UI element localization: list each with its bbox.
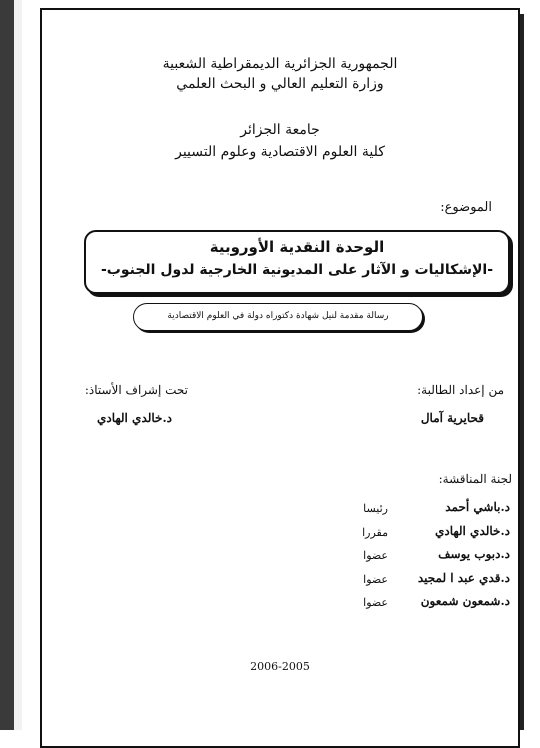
academic-year: 2006-2005 [250,660,310,673]
committee-member-name: د.قدي عبد ا لمجيد [417,571,510,585]
committee-member-name: د.باشي أحمد [445,500,510,514]
page-border-shadow [520,14,524,730]
republic-name: الجمهورية الجزائرية الديمقراطية الشعبية [162,56,398,72]
thesis-note: رسالة مقدمة لنيل شهادة دكتوراه دولة في العلوم الاقتصادية [167,311,389,321]
supervisor-name: د.خالدي الهادي [96,411,172,425]
committee-member-role: عضوا [363,549,388,562]
supervisor-label: تحت إشراف الأستاذ: [84,383,188,397]
committee-member-role: عضوا [363,573,388,586]
committee-member-name: د.دبوب يوسف [438,547,510,561]
subject-label: الموضوع: [440,200,492,215]
thesis-title-sub: -الإشكاليات و الآثار على المديونية الخارجية لدول الجنوب- [100,262,494,278]
student-label: من إعداد الطالبة: [417,383,504,397]
thesis-note-box [133,303,423,331]
committee-member-name: د.شمعون شمعون [420,594,510,608]
title-box [84,230,510,294]
committee-member-role: عضوا [363,596,388,609]
thesis-title-main: الوحدة النقدية الأوروبية [209,238,385,256]
page-border [40,8,520,748]
viewer-sidebar [0,0,14,730]
ministry-name: وزارة التعليم العالي و البحث العلمي [176,76,384,92]
faculty-name: كلية العلوم الاقتصادية وعلوم التسيير [175,144,385,160]
committee-member-role: مقررا [362,526,388,539]
committee-member-role: رئيسا [363,502,388,515]
committee-member-name: د.خالدي الهادي [434,524,510,538]
student-name: قحايرية آمال [420,411,484,425]
university-name: جامعة الجزائر [240,122,320,138]
committee-label: لجنة المناقشة: [438,472,512,486]
viewer-gutter [14,0,22,730]
